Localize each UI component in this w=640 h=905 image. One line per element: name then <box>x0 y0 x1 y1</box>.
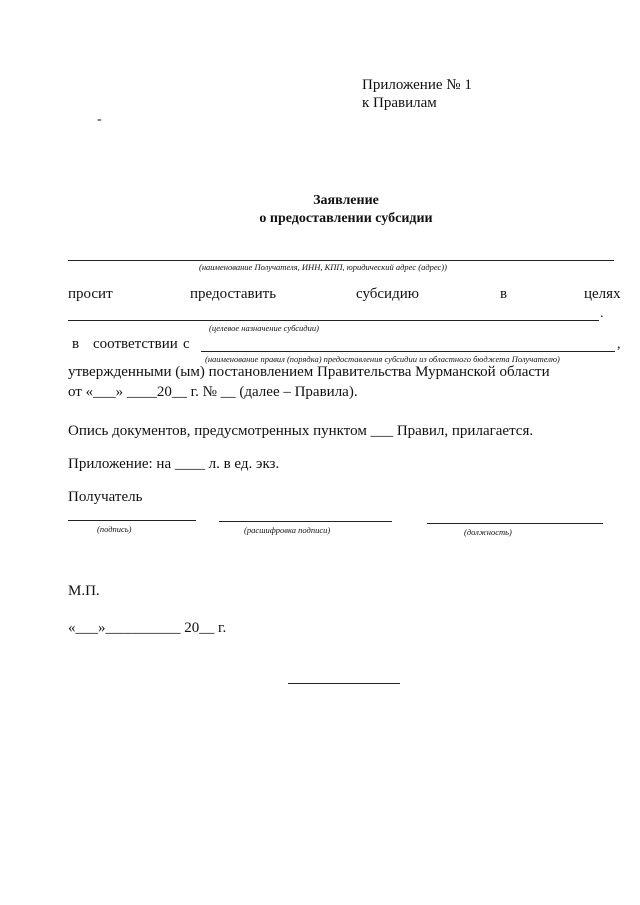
closing-separator <box>288 683 400 684</box>
word-v: в <box>500 286 508 302</box>
word-sootvetstvii: соответствии <box>93 336 178 352</box>
word-s: с <box>183 336 190 352</box>
final-date-line: «___»__________ 20__ г. <box>68 620 227 636</box>
stamp-label: М.П. <box>68 583 100 599</box>
word-tselyakh: целях <box>584 286 621 302</box>
attachment-line: Приложение: на ____ л. в ед. экз. <box>68 456 280 472</box>
word-subsidiyu: субсидию <box>356 286 419 302</box>
recipient-caption: (наименование Получателя, ИНН, КПП, юридический адрес (адрес)) <box>199 262 447 272</box>
position-line <box>427 523 603 524</box>
document-subtitle: о предоставлении субсидии <box>259 211 433 226</box>
document-title: Заявление <box>313 193 379 208</box>
purpose-caption: (целевое назначение субсидии) <box>209 323 319 333</box>
signature-decryption-caption: (расшифровка подписи) <box>244 525 331 535</box>
stray-mark: - <box>97 112 102 127</box>
word-v-accordance: в <box>72 336 80 352</box>
signature-decryption-line <box>219 521 392 522</box>
date-number-line: от «___» ____20__ г. № __ (далее – Правила). <box>68 384 358 400</box>
recipient-label: Получатель <box>68 489 143 505</box>
position-caption: (должность) <box>464 527 512 537</box>
rules-end-mark: , <box>617 337 621 352</box>
rules-fill-line <box>201 351 615 352</box>
word-predostavit: предоставить <box>190 286 277 302</box>
purpose-fill-line <box>68 320 599 321</box>
recipient-fill-line <box>68 260 614 261</box>
signature-line <box>68 520 196 521</box>
rules-caption: (наименование правил (порядка) предоставления субсидии из областного бюджета Получателю) <box>205 354 560 364</box>
signature-caption: (подпись) <box>97 524 132 534</box>
appendix-number: Приложение № 1 <box>362 77 472 93</box>
inventory-line: Опись документов, предусмотренных пунктом ___ Правил, прилагается. <box>68 423 534 439</box>
appendix-rules: к Правилам <box>362 95 437 111</box>
approved-line: утвержденными (ым) постановлением Правительства Мурманской области <box>68 364 550 380</box>
word-prosit: просит <box>68 286 113 302</box>
purpose-end-mark: . <box>600 306 604 321</box>
